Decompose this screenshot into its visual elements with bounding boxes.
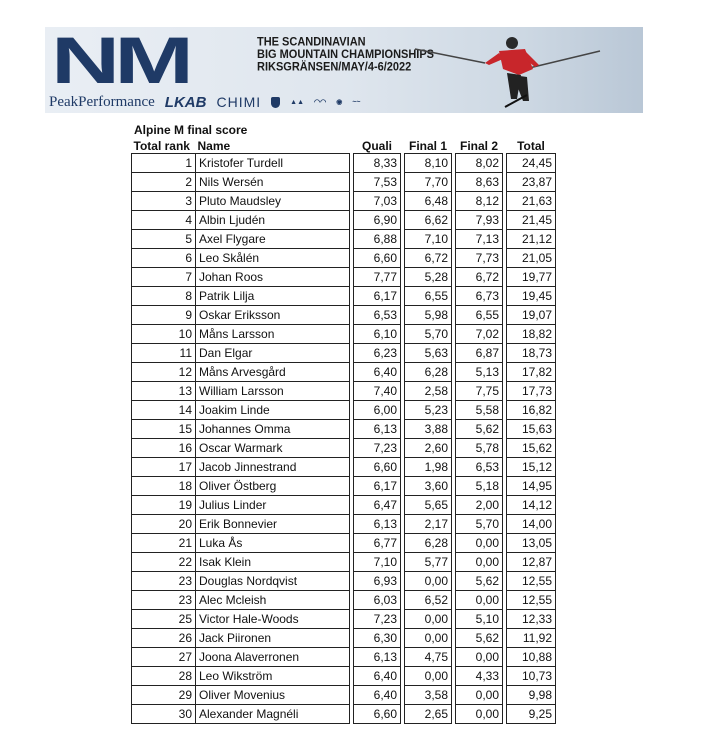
- cell-name: Pluto Maudsley: [196, 192, 350, 211]
- cell-final1: 3,88: [405, 420, 452, 439]
- sponsor-logo-icon: ▲▲: [290, 98, 304, 106]
- table-row: [132, 496, 556, 515]
- table-row: [132, 249, 556, 268]
- title-line-3: RIKSGRÄNSEN/MAY/4-6/2022: [257, 61, 412, 74]
- shield-icon: [271, 97, 280, 108]
- cell-quali: 6,53: [354, 306, 401, 325]
- cell-rank: 22: [132, 553, 196, 572]
- cell-name: Axel Flygare: [196, 230, 350, 249]
- cell-final2: 0,00: [456, 686, 503, 705]
- cell-name: Johan Roos: [196, 268, 350, 287]
- table-row: [132, 192, 556, 211]
- table-row: [132, 325, 556, 344]
- cell-final1: 5,70: [405, 325, 452, 344]
- cell-quali: 7,23: [354, 439, 401, 458]
- cell-quali: 6,77: [354, 534, 401, 553]
- cell-total: 15,62: [507, 439, 556, 458]
- table-row: [132, 591, 556, 610]
- sponsor-lkab: LKAB: [164, 93, 207, 111]
- cell-quali: 6,40: [354, 667, 401, 686]
- cell-total: 21,05: [507, 249, 556, 268]
- cell-quali: 7,03: [354, 192, 401, 211]
- cell-name: Albin Ljudén: [196, 211, 350, 230]
- cell-total: 15,63: [507, 420, 556, 439]
- circle-logo-icon: ◉: [336, 99, 343, 106]
- table-row: [132, 401, 556, 420]
- cell-final1: 1,98: [405, 458, 452, 477]
- table-row: [132, 553, 556, 572]
- cell-final1: 2,60: [405, 439, 452, 458]
- cell-quali: 6,60: [354, 249, 401, 268]
- cell-final1: 2,65: [405, 705, 452, 724]
- cell-name: Julius Linder: [196, 496, 350, 515]
- cell-name: Måns Arvesgård: [196, 363, 350, 382]
- cell-quali: 6,60: [354, 458, 401, 477]
- table-row: [132, 610, 556, 629]
- cell-final1: 6,55: [405, 287, 452, 306]
- cell-final2: 0,00: [456, 553, 503, 572]
- championship-title: [257, 36, 434, 74]
- cell-name: Erik Bonnevier: [196, 515, 350, 534]
- cell-final2: 0,00: [456, 534, 503, 553]
- cell-name: Oliver Movenius: [196, 686, 350, 705]
- cell-name: Oscar Warmark: [196, 439, 350, 458]
- cell-total: 19,77: [507, 268, 556, 287]
- header-name: Name: [197, 139, 231, 153]
- cell-rank: 17: [132, 458, 196, 477]
- cell-final2: 7,13: [456, 230, 503, 249]
- cell-quali: 6,13: [354, 420, 401, 439]
- cell-total: 12,55: [507, 572, 556, 591]
- table-row: [132, 458, 556, 477]
- cell-final2: 7,73: [456, 249, 503, 268]
- cell-name: Leo Skålén: [196, 249, 350, 268]
- cell-name: Jack Piironen: [196, 629, 350, 648]
- cell-name: Alec Mcleish: [196, 591, 350, 610]
- cell-final1: 6,62: [405, 211, 452, 230]
- cell-final2: 5,62: [456, 420, 503, 439]
- table-header: [132, 137, 556, 154]
- cell-rank: 9: [132, 306, 196, 325]
- cell-final2: 6,73: [456, 287, 503, 306]
- cell-total: 18,73: [507, 344, 556, 363]
- cell-quali: 7,40: [354, 382, 401, 401]
- cell-quali: 7,77: [354, 268, 401, 287]
- cell-quali: 6,47: [354, 496, 401, 515]
- cell-quali: 7,23: [354, 610, 401, 629]
- cell-final1: 5,23: [405, 401, 452, 420]
- cell-quali: 6,03: [354, 591, 401, 610]
- header-final-2: Final 2: [459, 139, 498, 153]
- cell-total: 13,05: [507, 534, 556, 553]
- table-row: [132, 268, 556, 287]
- cell-total: 17,73: [507, 382, 556, 401]
- cell-name: Jacob Jinnestrand: [196, 458, 350, 477]
- cell-rank: 18: [132, 477, 196, 496]
- cell-final2: 5,58: [456, 401, 503, 420]
- header-total-rank: Total rank: [133, 139, 190, 153]
- cell-final1: 6,48: [405, 192, 452, 211]
- cell-final2: 6,53: [456, 458, 503, 477]
- cell-final1: 5,77: [405, 553, 452, 572]
- cell-rank: 30: [132, 705, 196, 724]
- cell-rank: 29: [132, 686, 196, 705]
- cell-total: 16,82: [507, 401, 556, 420]
- cell-name: Isak Klein: [196, 553, 350, 572]
- cell-name: Joona Alaverronen: [196, 648, 350, 667]
- cell-final2: 6,87: [456, 344, 503, 363]
- cell-name: Dan Elgar: [196, 344, 350, 363]
- table-row: [132, 230, 556, 249]
- title-line-2: BIG MOUNTAIN CHAMPIONSHIPS: [257, 48, 435, 62]
- cell-final2: 8,02: [456, 154, 503, 173]
- cell-final2: 5,18: [456, 477, 503, 496]
- cell-final1: 6,28: [405, 534, 452, 553]
- cell-name: Leo Wikström: [196, 667, 350, 686]
- cell-total: 18,82: [507, 325, 556, 344]
- cell-rank: 16: [132, 439, 196, 458]
- cell-total: 9,25: [507, 705, 556, 724]
- table-row: [132, 515, 556, 534]
- cell-name: Victor Hale-Woods: [196, 610, 350, 629]
- table-row: [132, 420, 556, 439]
- cell-final2: 4,33: [456, 667, 503, 686]
- sponsor-chimi: CHIMI: [216, 94, 262, 110]
- cell-quali: 7,53: [354, 173, 401, 192]
- cell-name: Douglas Nordqvist: [196, 572, 350, 591]
- results-caption: Alpine M final score: [134, 123, 248, 137]
- cell-final1: 3,58: [405, 686, 452, 705]
- table-row: [132, 705, 556, 724]
- event-banner: [45, 27, 643, 113]
- cell-final2: 5,70: [456, 515, 503, 534]
- cell-name: Måns Larsson: [196, 325, 350, 344]
- cell-rank: 11: [132, 344, 196, 363]
- cell-rank: 20: [132, 515, 196, 534]
- table-row: [132, 363, 556, 382]
- cell-quali: 6,88: [354, 230, 401, 249]
- cell-final1: 2,17: [405, 515, 452, 534]
- results-table: [131, 137, 556, 724]
- table-row: [132, 648, 556, 667]
- cell-quali: 6,23: [354, 344, 401, 363]
- cell-quali: 6,13: [354, 515, 401, 534]
- cell-total: 11,92: [507, 629, 556, 648]
- sponsor-row: [49, 93, 361, 111]
- script-logo-icon: ~~: [352, 98, 361, 106]
- table-row: [132, 667, 556, 686]
- cell-rank: 14: [132, 401, 196, 420]
- cell-name: Luka Ås: [196, 534, 350, 553]
- cell-rank: 13: [132, 382, 196, 401]
- cell-name: Joakim Linde: [196, 401, 350, 420]
- cell-quali: 6,60: [354, 705, 401, 724]
- cell-final2: 5,62: [456, 629, 503, 648]
- sponsor-peakperformance: PeakPerformance: [49, 93, 155, 110]
- cell-name: Patrik Lilja: [196, 287, 350, 306]
- cell-final1: 5,28: [405, 268, 452, 287]
- table-row: [132, 154, 556, 173]
- cell-rank: 21: [132, 534, 196, 553]
- cell-total: 21,45: [507, 211, 556, 230]
- skier-icon: [415, 29, 605, 113]
- cell-final2: 7,93: [456, 211, 503, 230]
- cell-name: Alexander Magnéli: [196, 705, 350, 724]
- cell-rank: 6: [132, 249, 196, 268]
- cell-final2: 6,55: [456, 306, 503, 325]
- table-row: [132, 287, 556, 306]
- cell-final2: 5,13: [456, 363, 503, 382]
- cell-rank: 3: [132, 192, 196, 211]
- cell-quali: 6,30: [354, 629, 401, 648]
- table-row: [132, 344, 556, 363]
- cell-final1: 5,98: [405, 306, 452, 325]
- table-row: [132, 572, 556, 591]
- cell-total: 12,55: [507, 591, 556, 610]
- cell-final1: 0,00: [405, 629, 452, 648]
- cell-total: 9,98: [507, 686, 556, 705]
- cell-total: 12,87: [507, 553, 556, 572]
- cell-quali: 6,13: [354, 648, 401, 667]
- cell-final1: 3,60: [405, 477, 452, 496]
- cell-quali: 8,33: [354, 154, 401, 173]
- cell-rank: 7: [132, 268, 196, 287]
- cell-quali: 6,40: [354, 363, 401, 382]
- table-body: [132, 154, 556, 724]
- cell-quali: 6,40: [354, 686, 401, 705]
- cell-rank: 23: [132, 591, 196, 610]
- cell-total: 10,88: [507, 648, 556, 667]
- cell-final1: 8,10: [405, 154, 452, 173]
- cell-rank: 25: [132, 610, 196, 629]
- cell-quali: 7,10: [354, 553, 401, 572]
- cell-rank: 5: [132, 230, 196, 249]
- cell-total: 19,07: [507, 306, 556, 325]
- cell-rank: 19: [132, 496, 196, 515]
- cell-name: Oskar Eriksson: [196, 306, 350, 325]
- cell-final1: 0,00: [405, 610, 452, 629]
- cell-final1: 5,63: [405, 344, 452, 363]
- cell-final2: 7,02: [456, 325, 503, 344]
- table-row: [132, 173, 556, 192]
- cell-quali: 6,00: [354, 401, 401, 420]
- header-quali: Quali: [361, 139, 392, 153]
- cell-final2: 8,12: [456, 192, 503, 211]
- cell-rank: 8: [132, 287, 196, 306]
- cell-rank: 10: [132, 325, 196, 344]
- cell-final2: 6,72: [456, 268, 503, 287]
- cell-final1: 6,28: [405, 363, 452, 382]
- cell-name: Nils Wersén: [196, 173, 350, 192]
- table-row: [132, 211, 556, 230]
- table-row: [132, 306, 556, 325]
- cell-final2: 8,63: [456, 173, 503, 192]
- cell-final1: 5,65: [405, 496, 452, 515]
- cell-final2: 5,10: [456, 610, 503, 629]
- cell-final2: 0,00: [456, 591, 503, 610]
- cell-name: William Larsson: [196, 382, 350, 401]
- cell-final1: 7,70: [405, 173, 452, 192]
- cell-final1: 0,00: [405, 667, 452, 686]
- cell-total: 24,45: [507, 154, 556, 173]
- cell-rank: 12: [132, 363, 196, 382]
- cell-final1: 0,00: [405, 572, 452, 591]
- cell-final2: 2,00: [456, 496, 503, 515]
- cell-final2: 7,75: [456, 382, 503, 401]
- cell-name: Oliver Östberg: [196, 477, 350, 496]
- table-row: [132, 439, 556, 458]
- cell-rank: 1: [132, 154, 196, 173]
- cell-total: 17,82: [507, 363, 556, 382]
- cell-quali: 6,10: [354, 325, 401, 344]
- cell-total: 21,63: [507, 192, 556, 211]
- cell-quali: 6,90: [354, 211, 401, 230]
- cell-quali: 6,17: [354, 477, 401, 496]
- table-row: [132, 477, 556, 496]
- nm-logo: NM: [51, 27, 189, 97]
- cell-rank: 23: [132, 572, 196, 591]
- cell-quali: 6,17: [354, 287, 401, 306]
- cell-final1: 7,10: [405, 230, 452, 249]
- cell-total: 19,45: [507, 287, 556, 306]
- mountain-logo-icon: ◠◠: [314, 99, 327, 106]
- cell-total: 14,00: [507, 515, 556, 534]
- cell-name: Johannes Omma: [196, 420, 350, 439]
- cell-rank: 15: [132, 420, 196, 439]
- cell-rank: 4: [132, 211, 196, 230]
- cell-final2: 0,00: [456, 705, 503, 724]
- cell-quali: 6,93: [354, 572, 401, 591]
- cell-final2: 0,00: [456, 648, 503, 667]
- cell-total: 12,33: [507, 610, 556, 629]
- cell-final1: 6,72: [405, 249, 452, 268]
- cell-final1: 2,58: [405, 382, 452, 401]
- cell-total: 15,12: [507, 458, 556, 477]
- cell-total: 14,12: [507, 496, 556, 515]
- cell-total: 21,12: [507, 230, 556, 249]
- cell-rank: 2: [132, 173, 196, 192]
- cell-final2: 5,62: [456, 572, 503, 591]
- cell-rank: 27: [132, 648, 196, 667]
- cell-final1: 6,52: [405, 591, 452, 610]
- cell-final1: 4,75: [405, 648, 452, 667]
- table-row: [132, 534, 556, 553]
- cell-rank: 28: [132, 667, 196, 686]
- title-line-1: THE SCANDINAVIAN: [257, 36, 366, 49]
- cell-total: 14,95: [507, 477, 556, 496]
- cell-total: 23,87: [507, 173, 556, 192]
- header-final-1: Final 1: [408, 139, 447, 153]
- table-row: [132, 382, 556, 401]
- cell-name: Kristofer Turdell: [196, 154, 350, 173]
- cell-total: 10,73: [507, 667, 556, 686]
- cell-rank: 26: [132, 629, 196, 648]
- cell-final2: 5,78: [456, 439, 503, 458]
- table-row: [132, 686, 556, 705]
- header-total: Total: [517, 139, 545, 153]
- table-row: [132, 629, 556, 648]
